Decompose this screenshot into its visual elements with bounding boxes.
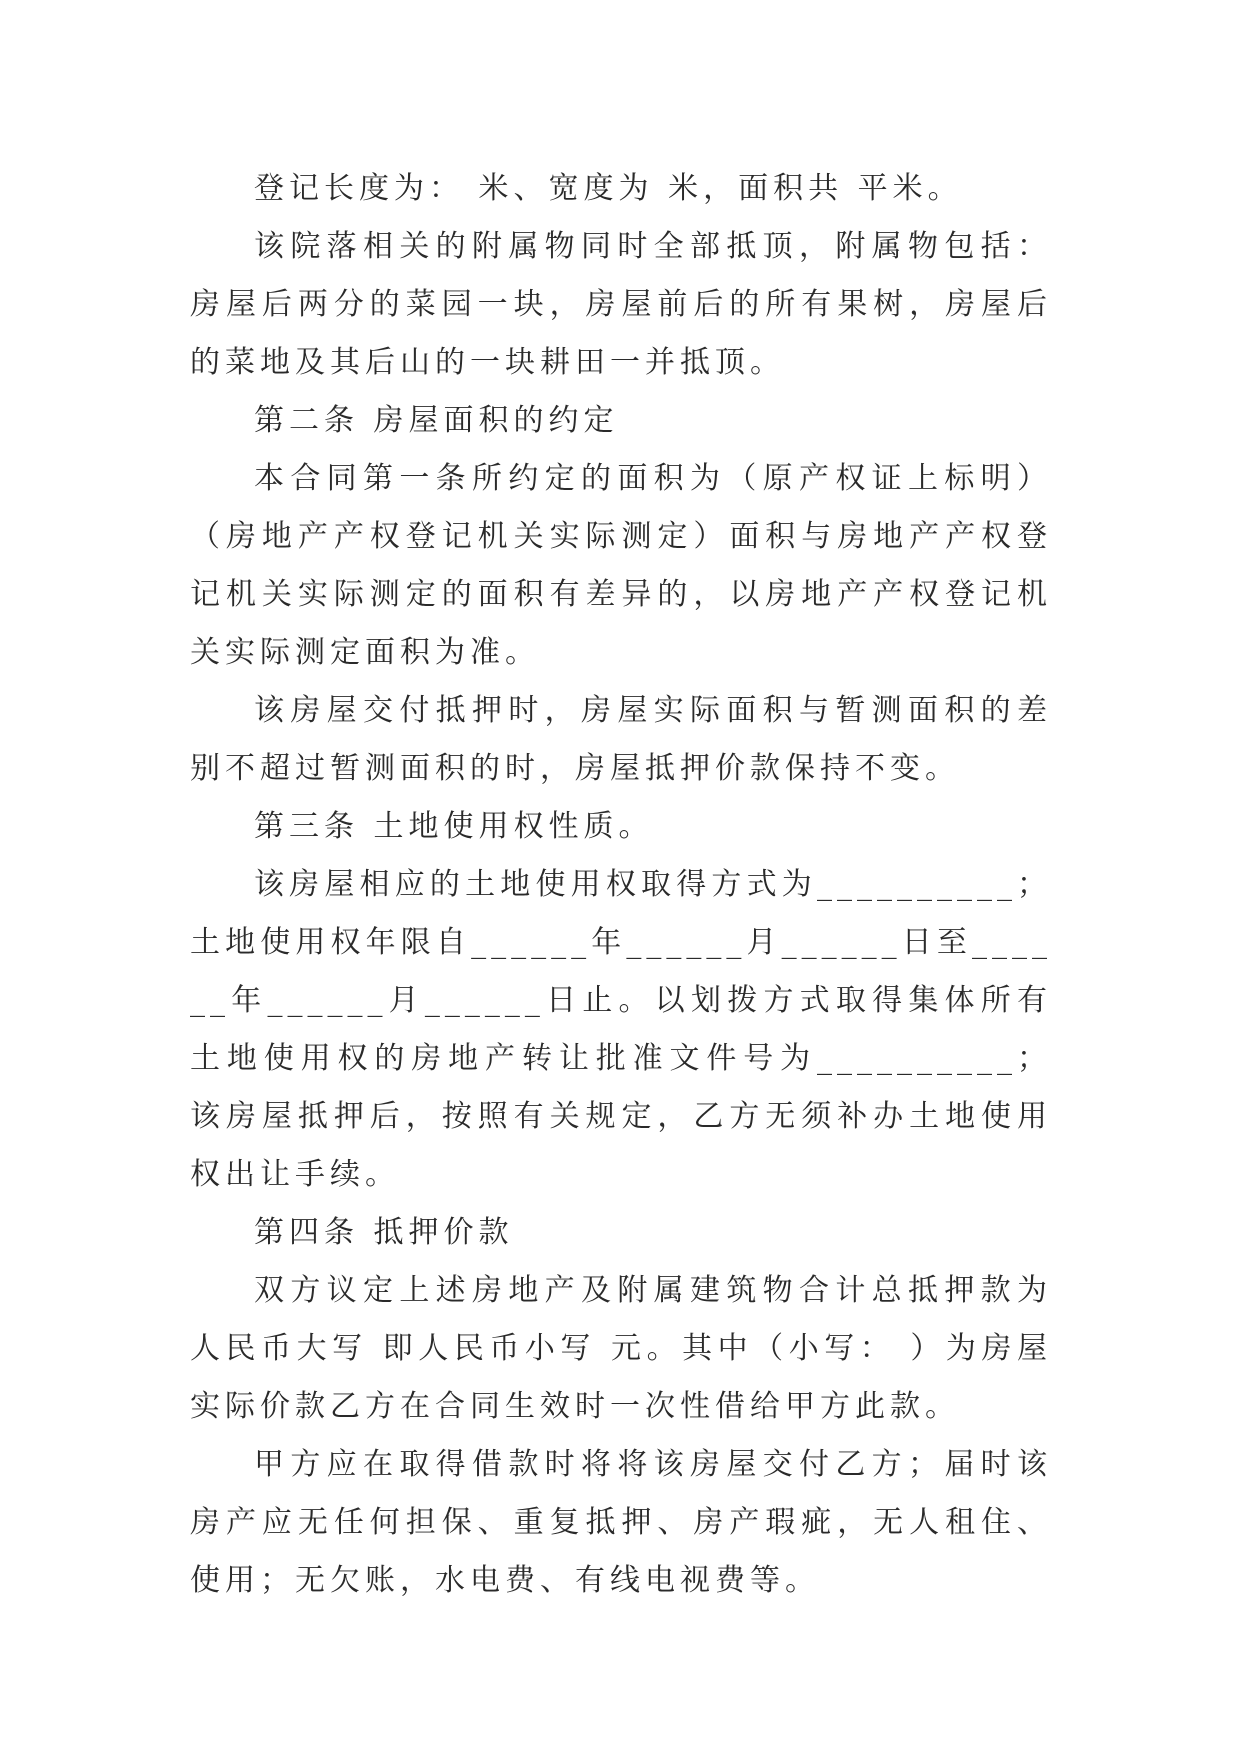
paragraph-attachments: 该院落相关的附属物同时全部抵顶，附属物包括：房屋后两分的菜园一块，房屋前后的所有果树，房屋后的菜地及其后山的一块耕田一并抵顶。 [190,229,1052,380]
article-3-heading: 第三条 土地使用权性质。 [254,809,654,844]
paragraph-handover-conditions: 甲方应在取得借款时将将该房屋交付乙方；届时该房产应无任何担保、重复抵押、房产瑕疵，无人租住、使用；无欠账，水电费、有线电视费等。 [190,1447,1052,1598]
document-body [190,160,1052,1610]
paragraph-land-use-right: 该房屋相应的土地使用权取得方式为__________；土地使用权年限自______年______月______日至______年______月______日止。以划拨方式取得集体所有土地使用权的房地产转让批准文件号为__________；该房屋抵押后，按照有关规定，乙方无须补办土地使用权出让手续。 [190,867,1052,1192]
paragraph-mortgage-amount: 双方议定上述房地产及附属建筑物合计总抵押款为人民币大写 即人民币小写 元。其中（小写： ）为房屋实际价款乙方在合同生效时一次性借给甲方此款。 [190,1273,1052,1424]
paragraph-registration-size: 登记长度为： 米、宽度为 米，面积共 平米。 [254,171,963,206]
article-2-heading: 第二条 房屋面积的约定 [254,403,619,438]
article-4-heading: 第四条 抵押价款 [254,1215,514,1250]
paragraph-area-agreement: 本合同第一条所约定的面积为（原产权证上标明）（房地产产权登记机关实际测定）面积与房地产产权登记机关实际测定的面积有差异的，以房地产产权登记机关实际测定面积为准。 [190,461,1052,670]
paragraph-area-difference: 该房屋交付抵押时，房屋实际面积与暂测面积的差别不超过暂测面积的时，房屋抵押价款保持不变。 [190,693,1052,786]
